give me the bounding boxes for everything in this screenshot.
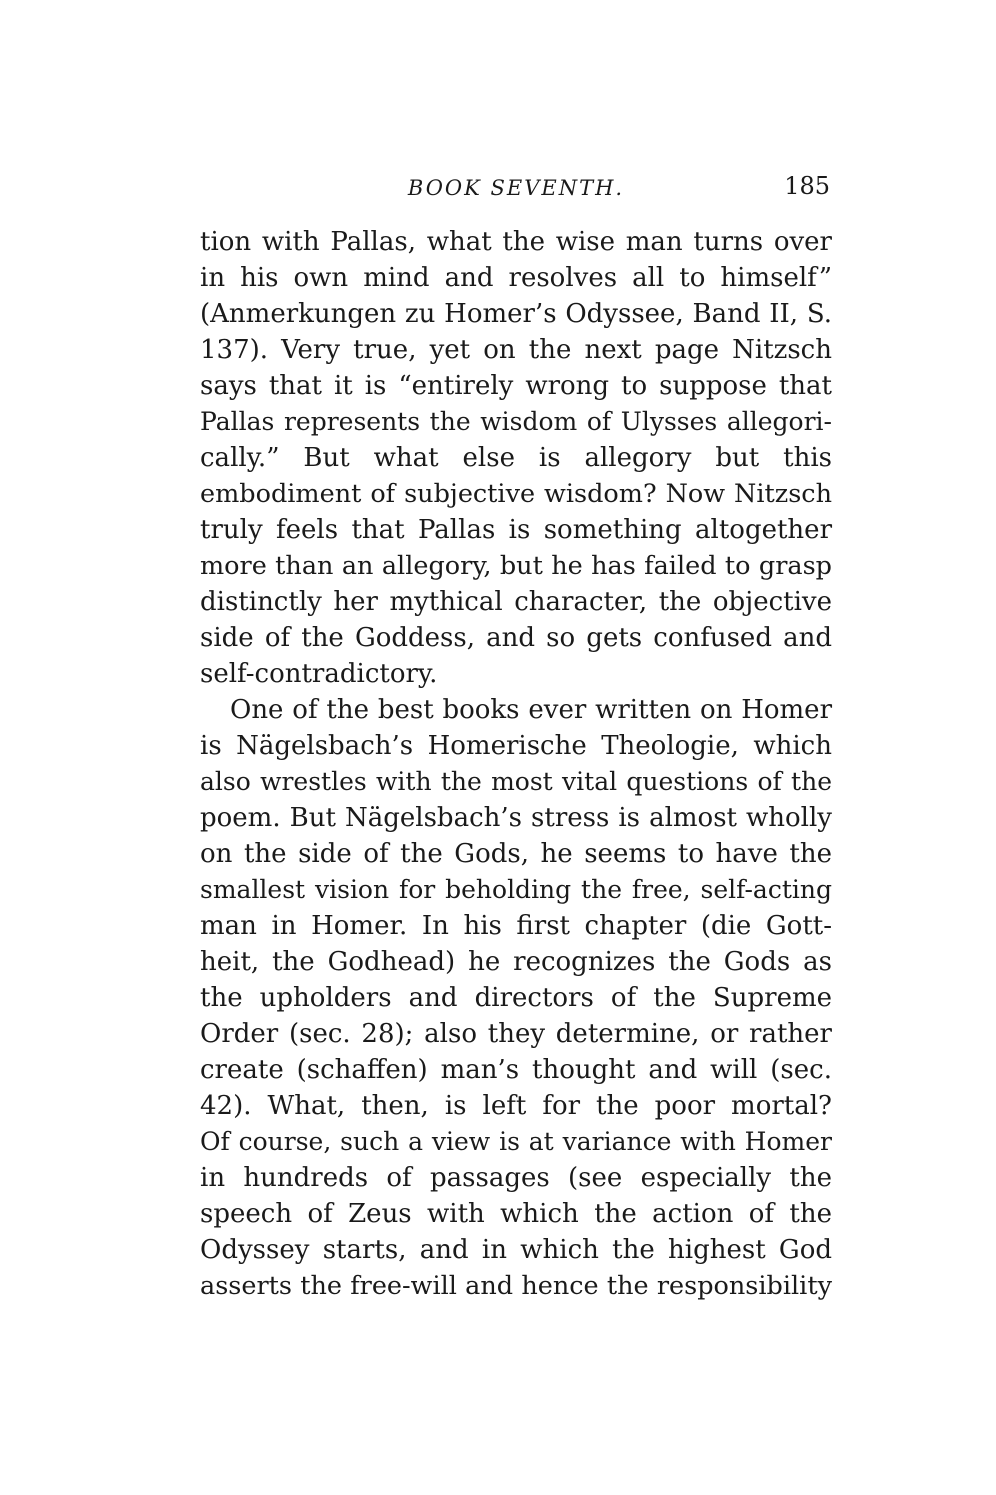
text-line: self-contradictory. bbox=[200, 659, 438, 689]
text-line: embodiment of subjective wisdom? Now Nitzsch bbox=[200, 479, 832, 509]
text-line: is Nägelsbach’s Homerische Theologie, which bbox=[200, 731, 832, 761]
text-line: speech of Zeus with which the action of the bbox=[200, 1199, 832, 1229]
text-line: poem. But Nägelsbach’s stress is almost wholly bbox=[200, 803, 832, 833]
page-header bbox=[200, 172, 832, 208]
text-line: tion with Pallas, what the wise man turns over bbox=[200, 227, 832, 257]
text-line: (Anmerkungen zu Homer’s Odyssee, Band II, S. bbox=[200, 299, 832, 329]
running-head: BOOK SEVENTH. bbox=[407, 176, 625, 200]
text-line: create (schaffen) man’s thought and will (sec. bbox=[200, 1055, 832, 1085]
text-line: Of course, such a view is at variance with Homer bbox=[200, 1127, 832, 1156]
text-line: asserts the free-will and hence the responsibility bbox=[200, 1271, 832, 1301]
text-line: the upholders and directors of the Supreme bbox=[200, 983, 832, 1013]
text-line: Pallas represents the wisdom of Ulysses allegori- bbox=[200, 407, 832, 436]
text-line: One of the best books ever written on Homer bbox=[230, 695, 832, 725]
text-line: in his own mind and resolves all to himself” bbox=[200, 263, 832, 293]
text-line: heit, the Godhead) he recognizes the Gods as bbox=[200, 947, 832, 977]
text-line: on the side of the Gods, he seems to have the bbox=[200, 839, 832, 869]
text-line: 137). Very true, yet on the next page Nitzsch bbox=[200, 335, 832, 365]
text-line: distinctly her mythical character, the objective bbox=[200, 587, 832, 617]
text-line: side of the Goddess, and so gets confused and bbox=[200, 623, 832, 653]
text-line: also wrestles with the most vital questions of the bbox=[200, 767, 832, 796]
text-line: says that it is “entirely wrong to suppose that bbox=[200, 371, 832, 401]
page-number: 185 bbox=[784, 172, 830, 200]
text-line: 42). What, then, is left for the poor mortal? bbox=[200, 1091, 832, 1121]
text-line: truly feels that Pallas is something altogether bbox=[200, 515, 832, 545]
text-line: cally.” But what else is allegory but this bbox=[200, 443, 832, 473]
body-text bbox=[200, 224, 832, 1304]
text-line: in hundreds of passages (see especially the bbox=[200, 1163, 832, 1193]
text-line: smallest vision for beholding the free, self-acting bbox=[200, 875, 832, 904]
text-line: Order (sec. 28); also they determine, or rather bbox=[200, 1019, 832, 1049]
text-line: more than an allegory, but he has failed to grasp bbox=[200, 551, 832, 581]
text-line: Odyssey starts, and in which the highest God bbox=[200, 1235, 832, 1265]
text-line: man in Homer. In his first chapter (die Gott- bbox=[200, 911, 832, 941]
